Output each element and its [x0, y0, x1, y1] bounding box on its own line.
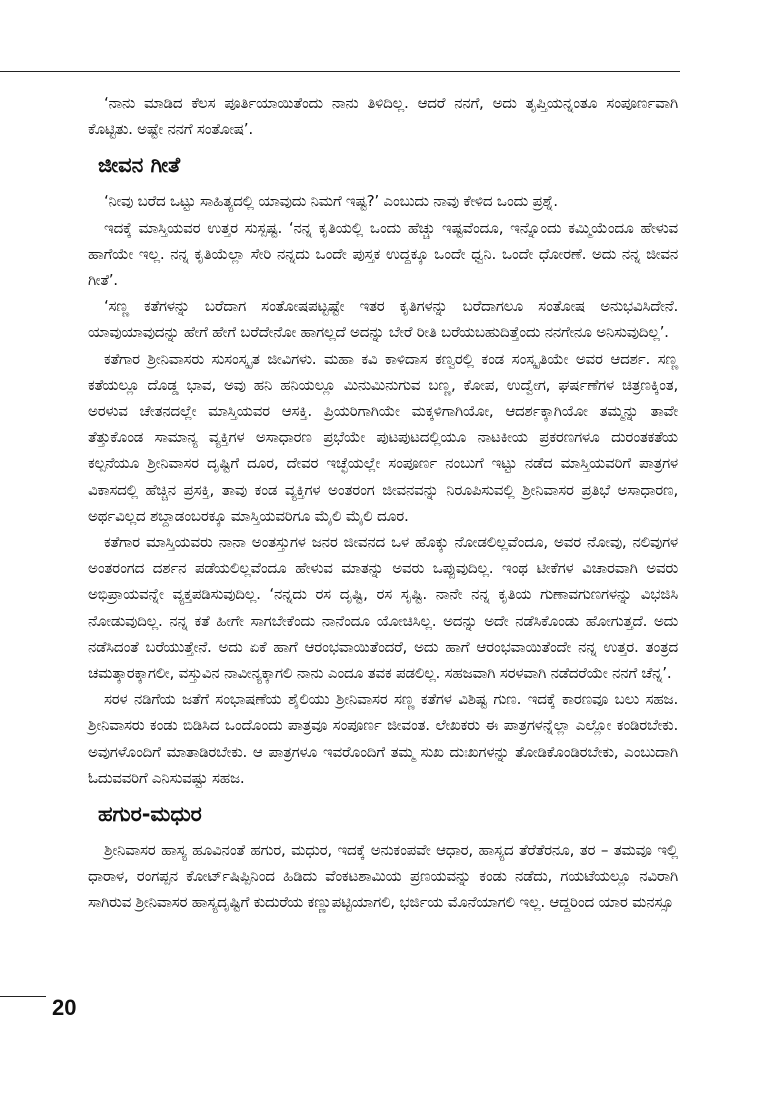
paragraph: ‘ನೀವು ಬರೆದ ಒಟ್ಟು ಸಾಹಿತ್ಯದಲ್ಲಿ ಯಾವುದು ನಿಮಗೆ ಇಷ್ಟ?’ ಎಂಬುದು ನಾವು ಕೇಳಿದ ಒಂದು ಪ್ರಶ್ನೆ.	[104, 192, 558, 211]
paragraph: ಕತೆಗಾರ ಮಾಸ್ತಿಯವರು ನಾನಾ ಅಂತಸ್ತುಗಳ ಜನರ ಜೀವನದ ಒಳ ಹೊಕ್ಕು ನೋಡಲಿಲ್ಲವೆಂದೂ, ಅವರ ನೋವು, ನಲಿವುಗಳ ಅಂತರಂಗದ ದರ್ಶನ ಪಡೆಯಲಿಲ್ಲವೆಂದೂ ಹೇಳುವ ಮಾತನ್ನು ಅವರು ಒಪ್ಪುವುದಿಲ್ಲ. ಇಂಥ ಟೀಕೆಗಳ ವಿಚಾರವಾಗಿ ಅವರು ಅಭಿಪ್ರಾಯವನ್ನೇ ವ್ಯಕ್ತಪಡಿಸುವುದಿಲ್ಲ. ‘ನನ್ನದು ರಸ ದೃಷ್ಟಿ, ರಸ ಸೃಷ್ಟಿ. ನಾನೇ ನನ್ನ ಕೃತಿಯ ಗುಣಾವಗುಣಗಳನ್ನು ವಿಭಜಿಸಿ ನೋಡುವುದಿಲ್ಲ. ನನ್ನ ಕತೆ ಹೀಗೇ ಸಾಗಬೇಕೆಂದು ನಾನೆಂದೂ ಯೋಚಿಸಿಲ್ಲ. ಅದನ್ನು ಅದೇ ನಡೆಸಿಕೊಂಡು ಹೋಗುತ್ತದೆ. ಅದು ನಡೆಸಿದಂತೆ ಬರೆಯುತ್ತೇನೆ. ಅದು ಏಕೆ ಹಾಗೆ ಆರಂಭವಾಯಿತೆಂದರೆ, ಅದು ಹಾಗೆ ಆರಂಭವಾಯಿತೆಂದೇ ನನ್ನ ಉತ್ತರ. ತಂತ್ರದ ಚಮತ್ಕಾರಕ್ಕಾಗಲೀ, ವಸ್ತುವಿನ ನಾವೀನ್ಯಕ್ಕಾಗಲಿ ನಾನು ಎಂದೂ ತವಕ ಪಡಲಿಲ್ಲ. ಸಹಜವಾಗಿ ಸರಳವಾಗಿ ನಡೆದರೆಯೇ ನನಗೆ ಚೆನ್ನ’.	[88, 533, 678, 683]
header-rule	[0, 71, 680, 72]
section-heading-jeevana-geethe: ಜೀವನ ಗೀತೆ	[98, 153, 181, 178]
paragraph: ಶ್ರೀನಿವಾಸರ ಹಾಸ್ಯ ಹೂವಿನಂತೆ ಹಗುರ, ಮಧುರ, ಇದಕ್ಕೆ ಅನುಕಂಪವೇ ಆಧಾರ, ಹಾಸ್ಯದ ತೆರೆತೆರನೂ, ತರ – ತಮವೂ ಇಲ್ಲಿ ಧಾರಾಳ, ರಂಗಪ್ಪನ ಕೋರ್ಟ್‌ಷಿಪ್ಪಿನಿಂದ ಹಿಡಿದು ವೆಂಕಟಶಾಮಿಯ ಪ್ರಣಯವನ್ನು ಕಂಡು ನಡೆದು, ಗಯಟೆಯಲ್ಲೂ ನವಿರಾಗಿ ಸಾಗಿರುವ ಶ್ರೀನಿವಾಸರ ಹಾಸ್ಯದೃಷ್ಟಿಗೆ ಕುದುರೆಯ ಕಣ್ಣುಪಟ್ಟಿಯಾಗಲಿ, ಭರ್ಜಿಯ ಮೊನೆಯಾಗಲಿ ಇಲ್ಲ. ಆದ್ದರಿಂದ ಯಾರ ಮನಸ್ಸೂ	[88, 841, 678, 912]
paragraph: ಕತೆಗಾರ ಶ್ರೀನಿವಾಸರು ಸುಸಂಸ್ಕೃತ ಜೀವಿಗಳು. ಮಹಾ ಕವಿ ಕಾಳಿದಾಸ ಕಣ್ವರಲ್ಲಿ ಕಂಡ ಸಂಸ್ಕೃತಿಯೇ ಅವರ ಆದರ್ಶ. ಸಣ್ಣ ಕತೆಯಲ್ಲೂ ದೊಡ್ಡ ಭಾವ, ಅವು ಹನಿ ಹನಿಯಲ್ಲೂ ಮಿನುಮಿನುಗುವ ಬಣ್ಣ, ಕೋಪ, ಉದ್ವೇಗ, ಘರ್ಷಣೆಗಳ ಚಿತ್ರಣಕ್ಕಿಂತ, ಅರಳುವ ಚೇತನದಲ್ಲೇ ಮಾಸ್ತಿಯವರ ಆಸಕ್ತಿ. ಪ್ರಿಯರಿಗಾಗಿಯೇ ಮಕ್ಕಳಿಗಾಗಿಯೋ, ಆದರ್ಶಕ್ಕಾಗಿಯೋ ತಮ್ಮನ್ನು ತಾವೇ ತೆತ್ತುಕೊಂಡ ಸಾಮಾನ್ಯ ವ್ಯಕ್ತಿಗಳ ಅಸಾಧಾರಣ ಪ್ರಭೆಯೇ ಪುಟಪುಟದಲ್ಲಿಯೂ ನಾಟಕೀಯ ಪ್ರಕರಣಗಳೂ ದುರಂತಕತೆಯ ಕಲ್ಪನೆಯೂ ಶ್ರೀನಿವಾಸರ ದೃಷ್ಟಿಗೆ ದೂರ, ದೇವರ ಇಚ್ಛೆಯಲ್ಲೇ ಸಂಪೂರ್ಣ ನಂಬುಗೆ ಇಟ್ಟು ನಡೆದ ಮಾಸ್ತಿಯವರಿಗೆ ಪಾತ್ರಗಳ ವಿಕಾಸದಲ್ಲಿ ಹೆಚ್ಚಿನ ಪ್ರಸಕ್ತಿ, ತಾವು ಕಂಡ ವ್ಯಕ್ತಿಗಳ ಅಂತರಂಗ ಜೀವನವನ್ನು ನಿರೂಪಿಸುವಲ್ಲಿ ಶ್ರೀನಿವಾಸರ ಪ್ರತಿಭೆ ಅಸಾಧಾರಣ, ಅರ್ಥವಿಲ್ಲದ ಶಬ್ದಾಡಂಬರಕ್ಕೂ ಮಾಸ್ತಿಯವರಿಗೂ ಮೈಲಿ ಮೈಲಿ ದೂರ.	[88, 349, 678, 525]
intro-paragraph: ‘ನಾನು ಮಾಡಿದ ಕೆಲಸ ಪೂರ್ತಿಯಾಯಿತೆಂದು ನಾನು ತಿಳಿದಿಲ್ಲ. ಆದರೆ ನನಗೆ, ಅದು ತೃಪ್ತಿಯನ್ನಂತೂ ಸಂಪೂರ್ಣವಾಗಿ ಕೊಟ್ಟಿತು. ಅಷ್ಟೇ ನನಗೆ ಸಂತೋಷ’.	[88, 94, 678, 139]
page-body	[88, 90, 678, 916]
section-heading-haguru-madhura: ಹಗುರ-ಮಧುರ	[98, 802, 202, 827]
page-number: 20	[52, 995, 77, 1020]
paragraph: ‘ಸಣ್ಣ ಕತೆಗಳನ್ನು ಬರೆದಾಗ ಸಂತೋಷಪಟ್ಟಷ್ಟೇ ಇತರ ಕೃತಿಗಳನ್ನು ಬರೆದಾಗಲೂ ಸಂತೋಷ ಅನುಭವಿಸಿದೇನೆ. ಯಾವುಯಾವುದನ್ನು ಹೇಗೆ ಹೇಗೆ ಬರೆದೇನೋ ಹಾಗಲ್ಲದೆ ಅದನ್ನು ಬೇರೆ ರೀತಿ ಬರೆಯಬಹುದಿತ್ತೆಂದು ನನಗೇನೂ ಅನಿಸುವುದಿಲ್ಲ’.	[88, 297, 678, 342]
paragraph: ಇದಕ್ಕೆ ಮಾಸ್ತಿಯವರ ಉತ್ತರ ಸುಸ್ಪಷ್ಟ. ‘ನನ್ನ ಕೃತಿಯಲ್ಲಿ ಒಂದು ಹೆಚ್ಚು ಇಷ್ಟವೆಂದೂ, ಇನ್ನೊಂದು ಕಮ್ಮಿಯೆಂದೂ ಹೇಳುವ ಹಾಗೆಯೇ ಇಲ್ಲ. ನನ್ನ ಕೃತಿಯೆಲ್ಲಾ ಸೇರಿ ನನ್ನದು ಒಂದೇ ಪುಸ್ತಕ ಉದ್ದಕ್ಕೂ ಒಂದೇ ಧ್ವನಿ. ಒಂದೇ ಧೋರಣೆ. ಅದು ನನ್ನ ಜೀವನ ಗೀತೆ’.	[88, 218, 678, 290]
footer-rule	[0, 996, 46, 997]
paragraph: ಸರಳ ನಡಿಗೆಯ ಜತೆಗೆ ಸಂಭಾಷಣೆಯ ಶೈಲಿಯು ಶ್ರೀನಿವಾಸರ ಸಣ್ಣ ಕತೆಗಳ ವಿಶಿಷ್ಟ ಗುಣ. ಇದಕ್ಕೆ ಕಾರಣವೂ ಬಲು ಸಹಜ. ಶ್ರೀನಿವಾಸರು ಕಂಡು ಬಿಡಿಸಿದ ಒಂದೊಂದು ಪಾತ್ರವೂ ಸಂಪೂರ್ಣ ಜೀವಂತ. ಲೇಖಕರು ಈ ಪಾತ್ರಗಳನ್ನೆಲ್ಲಾ ಎಲ್ಲೋ ಕಂಡಿರಬೇಕು. ಅವುಗಳೊಂದಿಗೆ ಮಾತಾಡಿರಬೇಕು. ಆ ಪಾತ್ರಗಳೂ ಇವರೊಂದಿಗೆ ತಮ್ಮ ಸುಖ ದುಃಖಗಳನ್ನು ತೋಡಿಕೊಂಡಿರಬೇಕು, ಎಂಬುದಾಗಿ ಓದುವವರಿಗೆ ಎನಿಸುವಷ್ಟು ಸಹಜ.	[88, 690, 678, 787]
